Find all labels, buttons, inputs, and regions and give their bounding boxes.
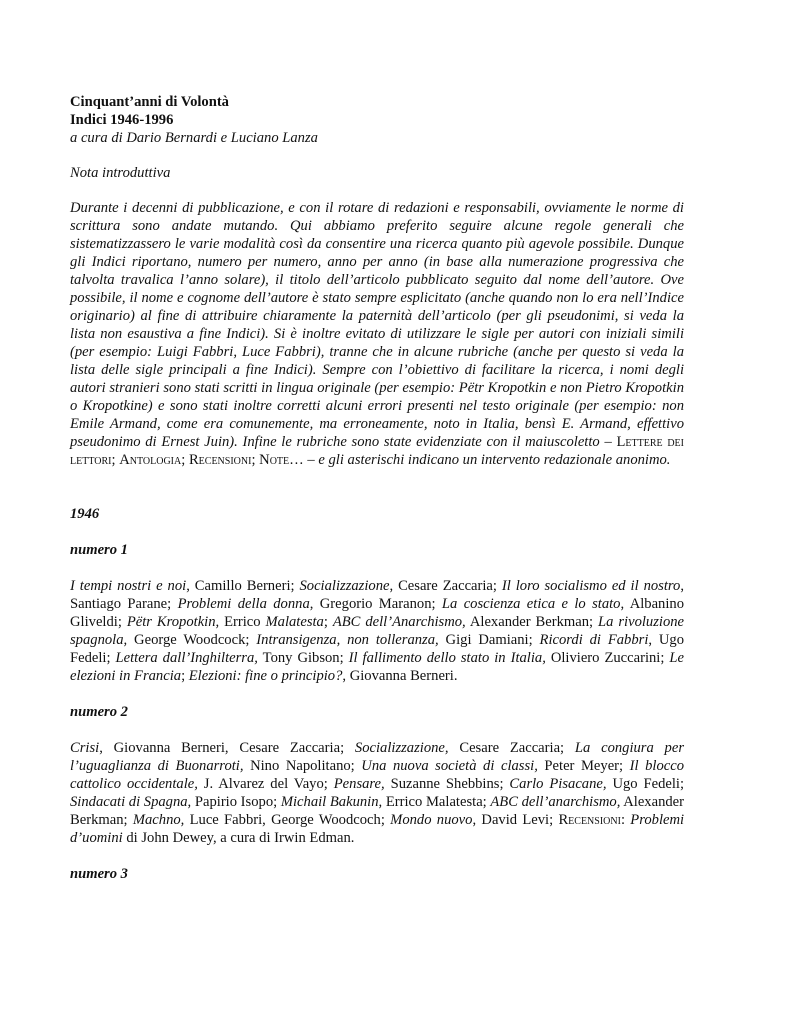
entry-text: Ricordi di Fabbri [539,632,649,648]
document-title: Cinquant’anni di Volontà [70,94,229,110]
entry-text: Gregorio Maranon [319,596,432,612]
entry-text: Albanino Gliveldi [70,596,685,630]
entry-text: Malatesta [265,614,324,630]
entry-text: David Levi [481,812,550,828]
rubric-antologia: Antologia [119,452,182,468]
entry-text: Lettera dall’Inghilterra, [115,650,258,666]
entry-text: Pensare, [333,776,385,792]
entry-text: Il loro socialismo ed il nostro [501,578,681,594]
entry-text: George Woodcock [134,632,246,648]
intro-closing: – e gli asterischi indicano un intervento redazionale anonimo. [307,452,671,468]
entry-text: Machno, [132,812,185,828]
entry-text: Elezioni: fine o principio? [188,668,343,684]
entry-text: Intransigenza, non tolleranza, [256,632,439,648]
entry-text: Nino Napolitano [250,758,351,774]
year-heading: 1946 [70,506,100,522]
entry-text: Problemi d’uomini [70,812,685,846]
issue-entries: I tempi nostri e noi, Camillo Berneri; Socializzazione, Cesare Zaccaria; Il loro socialismo ed il nostro, Santiago Parane; Problemi della donna, Gregorio Maranon; La coscienza etica e lo stato, Albanino Gliveldi; Pëtr Kropotkin, Errico Malatesta; ABC dell’Anarchismo, Alexander Berkman; La rivoluzione spagnola, George Woodcock; Intransigenza, non tolleranza, Gigi Damiani; Ricordi di Fabbri, Ugo Fedeli; Lettera dall’Inghilterra, Tony Gibson; Il fallimento dello stato in Italia, Oliviero Zuccarini; Le elezioni in Francia; Elezioni: fine o principio?, Giovanna Berneri. [70,578,685,684]
document-subtitle: Indici 1946-1996 [70,112,174,128]
issue-heading: numero 1 [70,542,128,558]
entry-text: Suzanne Shebbins [390,776,500,792]
entry-text: Problemi della donna [177,596,310,612]
rubric-note: Note… [259,452,304,468]
entry-text: Recensioni [558,812,621,828]
entry-text: Tony Gibson [262,650,340,666]
entry-text: Una nuova società di classi, [361,758,538,774]
entry-text: Luce Fabbri, George Woodcoch [189,812,381,828]
entry-text: Oliviero Zuccarini [550,650,661,666]
entry-text: Michail Bakunin, [280,794,383,810]
entry-text: Papirio Isopo [194,794,274,810]
document-editors: a cura di Dario Bernardi e Luciano Lanza [70,130,318,146]
entry-text: La congiura per l’uguaglianza di Buonarroti, [70,740,685,774]
intro-paragraph: Durante i decenni di pubblicazione, e con il rotare di redazioni e responsabili, ovviamente le norme di scrittura sono andate mutando. Qui abbiamo preferito seguire alcune regole generali che sistematizzassero le varie modalità così da consentire una ricerca quanto più agevole possibile. Dunque gli Indici riportano, numero per numero, anno per anno (in base alla numerazione progressiva che talvolta travalica l’anno solare), il titolo dell’articolo pubblicato seguito dal nome dell’autore. Ove possibile, il nome e cognome dell’autore è stato sempre esplicitato (anche quando non lo era nell’Indice originario) al fine di attribuire chiaramente la paternità dell’articolo (per gli pseudonimi, si veda la lista non esaustiva a fine Indici). Si è inoltre evitato di utilizzare le sigle per autori con iniziali simili (per esempio: Luigi Fabbri, Luce Fabbri), tranne che in alcune rubriche (anche per questo si veda la lista delle sigle principali a fine Indici). Sempre con l’obiettivo di facilitare la ricerca, i nomi degli autori stranieri sono stati scritti in lingua originale (per esempio: Pëtr Kropotkin e non Pietro Kropotkin o Kropotkine) e sono stati inoltre corretti alcuni errori presenti nel testo originale (per esempio: non Emile Armand, come era comunemente, ma erroneamente, noto in Italia, bensì E. Armand, effettivo pseudonimo di Ernest Juin). Infine le rubriche sono state evidenziate con il maiuscoletto – Lettere dei lettori; Antologia; Recensioni; Note… – e gli asterischi indicano un intervento redazionale anonimo. [70,200,684,468]
rubric-lettere: Lettere dei lettori [70,434,684,468]
entry-text: Socializzazione, [354,740,449,756]
entry-text: di John Dewey, a cura di Irwin Edman. [126,830,355,846]
entry-text: Giovanna Berneri. [349,668,458,684]
issue-heading: numero 2 [70,704,128,720]
entry-text: Cesare Zaccaria [459,740,561,756]
entry-text: Ugo Fedeli [70,632,685,666]
entry-text: I tempi nostri e noi [70,578,187,594]
entry-text: J. Alvarez del Vayo [203,776,324,792]
entry-text: Gigi Damiani [445,632,529,648]
issue-entries: Crisi, Giovanna Berneri, Cesare Zaccaria; Socializzazione, Cesare Zaccaria; La congiura per l’uguaglianza di Buonarroti, Nino Napolitano; Una nuova società di classi, Peter Meyer; Il blocco cattolico occidentale, J. Alvarez del Vayo; Pensare, Suzanne Shebbins; Carlo Pisacane, Ugo Fedeli; Sindacati di Spagna, Papirio Isopo; Michail Bakunin, Errico Malatesta; ABC dell’anarchismo, Alexander Berkman; Machno, Luce Fabbri, George Woodcoch; Mondo nuovo, David Levi; Recensioni: Problemi d’uomini di John Dewey, a cura di Irwin Edman. [70,740,685,846]
intro-body: Durante i decenni di pubblicazione, e con il rotare di redazioni e responsabili, ovviamente le norme di scrittura sono andate mutando. Qui abbiamo preferito seguire alcune regole generali che sistematizzassero le varie modalità così da consentire una ricerca quanto più agevole possibile. Dunque gli Indici riportano, numero per numero, anno per anno (in base alla numerazione progressiva che talvolta travalica l’anno solare), il titolo dell’articolo pubblicato seguito dal nome dell’autore. Ove possibile, il nome e cognome dell’autore è stato sempre esplicitato (anche quando non lo era nell’Indice originario) al fine di attribuire chiaramente la paternità dell’articolo (per gli pseudonimi, si veda la lista non esaustiva a fine Indici). Si è inoltre evitato di utilizzare le sigle per autori con iniziali simili (per esempio: Luigi Fabbri, Luce Fabbri), tranne che in alcune rubriche (anche per questo si veda la lista delle sigle principali a fine Indici). Sempre con l’obiettivo di facilitare la ricerca, i nomi degli autori stranieri sono stati scritti in lingua originale (per esempio: Pëtr Kropotkin e non Pietro Kropotkin o Kropotkine) e sono stati inoltre corretti alcuni errori presenti nel testo originale (per esempio: non Emile Armand, come era comunemente, ma erroneamente, noto in Italia, bensì E. Armand, effettivo pseudonimo di Ernest Juin). Infine le rubriche sono state evidenziate con il maiuscoletto – [70,200,684,450]
entry-text: Errico [224,614,261,630]
entry-text: Crisi [70,740,100,756]
entry-text: Sindacati di Spagna, [70,794,192,810]
entry-text: La rivoluzione spagnola, [70,614,685,648]
entry-text: Giovanna Berneri, Cesare Zaccaria [113,740,341,756]
entry-text: Pëtr Kropotkin, [126,614,220,630]
entry-text: Mondo nuovo [390,812,473,828]
entry-text: ABC dell’anarchismo, [490,794,621,810]
entry-text: La coscienza etica e lo stato [441,596,621,612]
entry-text: Camillo Berneri [194,578,291,594]
entry-text: Il fallimento dello stato in Italia, [348,650,546,666]
rubric-recensioni: Recensioni [188,452,252,468]
entry-text: Cesare Zaccaria [398,578,493,594]
entry-text: Peter Meyer [544,758,620,774]
entry-text: Ugo Fedeli [612,776,680,792]
entry-text: Alexander Berkman [469,614,590,630]
entry-text: Santiago Parane [70,596,168,612]
issue-heading: numero 3 [70,866,128,882]
entry-text: Carlo Pisacane, [509,776,607,792]
document-page [70,93,684,883]
entry-text: Errico Malatesta [385,794,483,810]
entry-text: Il blocco cattolico occidentale, [70,758,685,792]
entry-text: Alexander Berkman [70,794,685,828]
entry-text: Socializzazione [299,578,390,594]
intro-heading: Nota introduttiva [70,165,171,181]
entry-text: Le elezioni in Francia [70,650,684,684]
entry-text: ABC dell’Anarchismo, [332,614,466,630]
